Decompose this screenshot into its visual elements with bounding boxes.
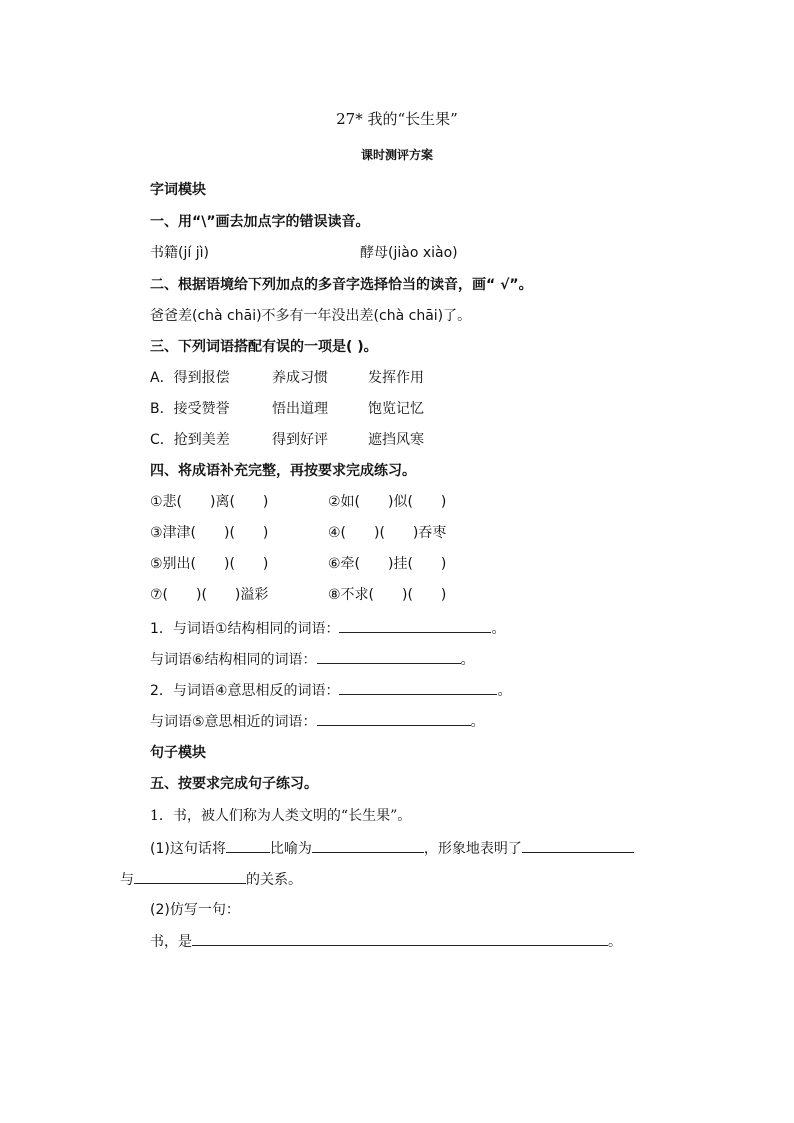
full-stop: 。 <box>470 714 485 730</box>
idiom-3: ③津津( )( ) <box>150 525 269 541</box>
idiom-8: ⑧不求( )( ) <box>328 587 447 603</box>
option-b-word2: 悟出道理 <box>272 401 328 417</box>
question-2-stem: 二、根据语境给下列加点的多音字选择恰当的读音，画“ √”。 <box>150 277 533 293</box>
question-4-stem: 四、将成语补充完整，再按要求完成练习。 <box>150 463 416 479</box>
part1-text-b: 比喻为 <box>269 841 312 857</box>
practice-2 <box>150 649 475 670</box>
question-5-part2: (2)仿写一句： <box>150 902 240 918</box>
answer-blank[interactable] <box>192 931 608 946</box>
part2-text-b: 。 <box>608 934 622 950</box>
question-5-part1-line1 <box>150 838 634 859</box>
idiom-4: ④( )( )吞枣 <box>328 525 447 541</box>
section-heading-vocab: 字词模块 <box>150 182 206 198</box>
option-a-word3: 发挥作用 <box>368 370 424 386</box>
part1-text-d: 与 <box>120 872 134 888</box>
full-stop: 。 <box>460 652 475 668</box>
part1-text-e: 的关系。 <box>246 872 302 888</box>
part1-text-a: (1)这句话将 <box>150 841 226 857</box>
question-2-sentence: 爸爸差(chà chāi)不多有一年没出差(chà chāi)了。 <box>150 308 472 324</box>
idiom-1: ①悲( )离( ) <box>150 494 269 510</box>
idiom-6: ⑥牵( )挂( ) <box>328 556 447 572</box>
option-b <box>150 399 230 419</box>
question-5-sentence: 1．书，被人们称为人类文明的“长生果”。 <box>150 808 412 824</box>
part1-text-c: ，形象地表明了 <box>423 841 522 857</box>
option-b-word3: 饱览记忆 <box>368 401 424 417</box>
practice-3 <box>150 680 511 701</box>
practice-1-prompt: 1．与词语①结构相同的词语： <box>150 621 340 637</box>
answer-blank[interactable] <box>317 649 461 664</box>
idiom-5: ⑤别出( )( ) <box>150 556 269 572</box>
question-5-stem: 五、按要求完成句子练习。 <box>150 776 318 792</box>
option-c-word3: 遮挡风寒 <box>368 432 424 448</box>
practice-1 <box>150 618 505 639</box>
option-a-word2: 养成习惯 <box>272 370 328 386</box>
idiom-7: ⑦( )( )溢彩 <box>150 587 269 603</box>
practice-3-prompt: 2．与词语④意思相反的词语： <box>150 683 340 699</box>
answer-blank[interactable] <box>339 618 491 633</box>
question-5-part1-line2 <box>120 869 302 890</box>
idiom-2: ②如( )似( ) <box>328 494 447 510</box>
page-title: 27* 我的“长生果” <box>336 110 458 128</box>
section-heading-sentence: 句子模块 <box>150 745 206 761</box>
answer-blank[interactable] <box>134 869 246 884</box>
option-label: B．接受赞誉 <box>150 401 230 417</box>
answer-blank[interactable] <box>522 838 634 853</box>
option-label: A．得到报偿 <box>150 370 230 386</box>
full-stop: 。 <box>491 621 506 637</box>
answer-blank[interactable] <box>312 838 424 853</box>
option-c <box>150 430 230 450</box>
question-1-item-a: 书籍(jí jì) <box>150 245 209 261</box>
answer-blank[interactable] <box>226 838 270 853</box>
answer-blank[interactable] <box>339 680 497 695</box>
practice-4 <box>150 711 485 732</box>
page-subtitle: 课时测评方案 <box>360 148 433 162</box>
question-1-stem: 一、用“\”画去加点字的错误读音。 <box>150 214 370 230</box>
answer-blank[interactable] <box>317 711 471 726</box>
question-5-part2-answer <box>150 931 622 952</box>
question-3-stem: 三、下列词语搭配有误的一项是( )。 <box>150 339 378 355</box>
practice-2-prompt: 与词语⑥结构相同的词语： <box>150 652 317 668</box>
part2-text-a: 书，是 <box>150 934 192 950</box>
option-label: C．抢到美差 <box>150 432 230 448</box>
practice-4-prompt: 与词语⑤意思相近的词语： <box>150 714 317 730</box>
option-a <box>150 368 230 388</box>
question-1-item-b: 酵母(jiào xiào) <box>360 245 458 261</box>
full-stop: 。 <box>497 683 512 699</box>
option-c-word2: 得到好评 <box>272 432 328 448</box>
